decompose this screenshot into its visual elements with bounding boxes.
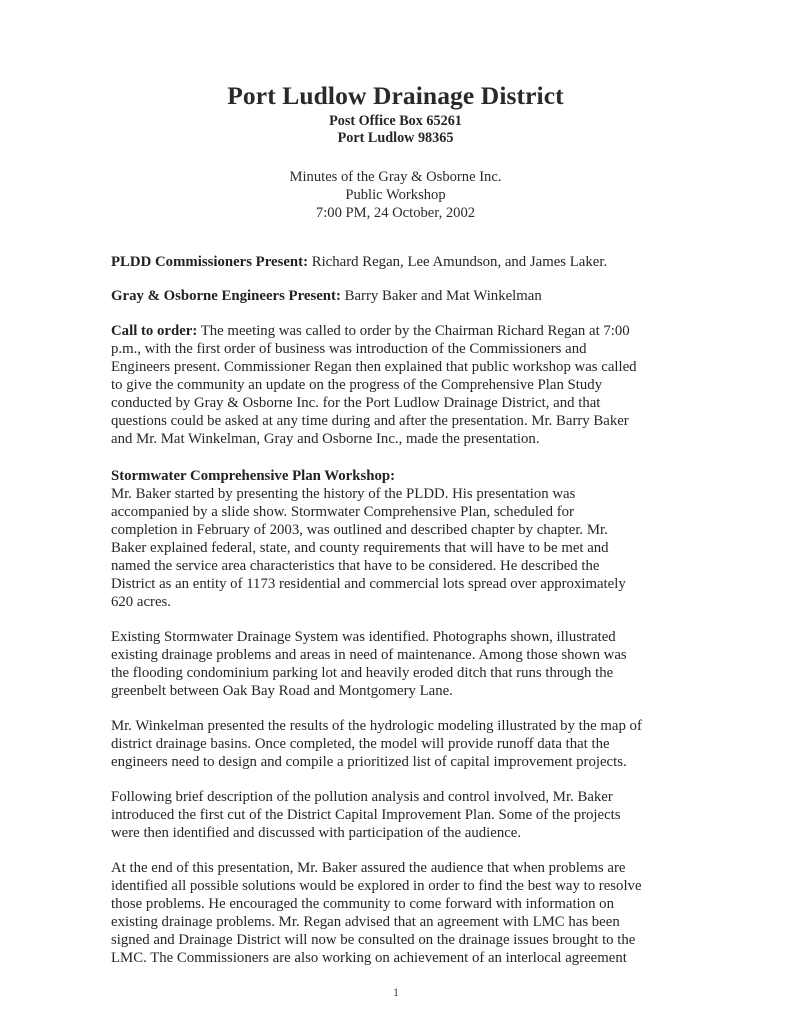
address-line-1: Post Office Box 65261 [329, 113, 462, 129]
engineers-label: Gray & Osborne Engineers Present: [111, 288, 341, 304]
paragraph-line: identified all possible solutions would be explored in order to find the best way to resolve [111, 878, 642, 894]
commissioners-label: PLDD Commissioners Present: [111, 254, 308, 270]
paragraph-line: Mr. Winkelman presented the results of the hydrologic modeling illustrated by the map of [111, 718, 642, 734]
paragraph-line: LMC. The Commissioners are also working on achievement of an interlocal agreement [111, 950, 627, 966]
subtitle-line-1: Minutes of the Gray & Osborne Inc. [289, 169, 502, 185]
call-to-order-line: to give the community an update on the progress of the Comprehensive Plan Study [111, 377, 603, 393]
address-line-2: Port Ludlow 98365 [337, 130, 454, 146]
call-to-order-line: Engineers present. Commissioner Regan then explained that public workshop was called [111, 359, 637, 375]
paragraph-line: completion in February of 2003, was outlined and described chapter by chapter. Mr. [111, 522, 608, 538]
paragraph-line: 620 acres. [111, 594, 171, 610]
paragraph-line: existing drainage problems and areas in need of maintenance. Among those shown was [111, 647, 627, 663]
paragraph-line: the flooding condominium parking lot and heavily eroded ditch that runs through the [111, 665, 614, 681]
paragraph-line: Existing Stormwater Drainage System was identified. Photographs shown, illustrated [111, 629, 616, 645]
engineers-present [111, 288, 542, 306]
meeting-date-time: 7:00 PM, 24 October, 2002 [315, 205, 476, 221]
paragraph-line: accompanied by a slide show. Stormwater Comprehensive Plan, scheduled for [111, 504, 574, 520]
paragraph-line: Following brief description of the pollution analysis and control involved, Mr. Baker [111, 789, 613, 805]
call-to-order-line: questions could be asked at any time during and after the presentation. Mr. Barry Baker [111, 413, 629, 429]
paragraph-line: At the end of this presentation, Mr. Baker assured the audience that when problems are [111, 860, 626, 876]
paragraph-line: Mr. Baker started by presenting the history of the PLDD. His presentation was [111, 486, 576, 502]
call-to-order-line: conducted by Gray & Osborne Inc. for the Port Ludlow Drainage District, and that [111, 395, 601, 411]
subtitle-line-2: Public Workshop [345, 187, 446, 203]
paragraph-line: engineers need to design and compile a prioritized list of capital improvement projects. [111, 754, 627, 770]
paragraph-line: introduced the first cut of the District Capital Improvement Plan. Some of the projects [111, 807, 621, 823]
engineers-names: Barry Baker and Mat Winkelman [340, 288, 542, 304]
commissioners-names: Richard Regan, Lee Amundson, and James Laker. [308, 254, 608, 270]
paragraph-line: District as an entity of 1173 residential and commercial lots spread over approximately [111, 576, 626, 592]
call-to-order-label: Call to order: [111, 323, 198, 339]
call-to-order-line: p.m., with the first order of business was introduction of the Commissioners and [111, 341, 587, 357]
paragraph-line: greenbelt between Oak Bay Road and Montgomery Lane. [111, 683, 453, 699]
paragraph-line: signed and Drainage District will now be consulted on the drainage issues brought to the [111, 932, 636, 948]
paragraph-line: were then identified and discussed with participation of the audience. [111, 825, 522, 841]
paragraph-line: existing drainage problems. Mr. Regan advised that an agreement with LMC has been [111, 914, 620, 930]
commissioners-present [111, 254, 607, 272]
call-to-order-text: The meeting was called to order by the Chairman Richard Regan at 7:00 [197, 323, 630, 339]
call-to-order-line: and Mr. Mat Winkelman, Gray and Osborne Inc., made the presentation. [111, 431, 540, 447]
page-number: 1 [393, 985, 399, 999]
call-to-order-line [111, 323, 630, 341]
workshop-heading: Stormwater Comprehensive Plan Workshop: [111, 468, 396, 484]
paragraph-line: those problems. He encouraged the community to come forward with information on [111, 896, 614, 912]
paragraph-line: Baker explained federal, state, and county requirements that will have to be met and [111, 540, 609, 556]
paragraph-line: district drainage basins. Once completed, the model will provide runoff data that the [111, 736, 610, 752]
paragraph-line: named the service area characteristics that have to be considered. He described the [111, 558, 600, 574]
document-title: Port Ludlow Drainage District [227, 81, 564, 110]
